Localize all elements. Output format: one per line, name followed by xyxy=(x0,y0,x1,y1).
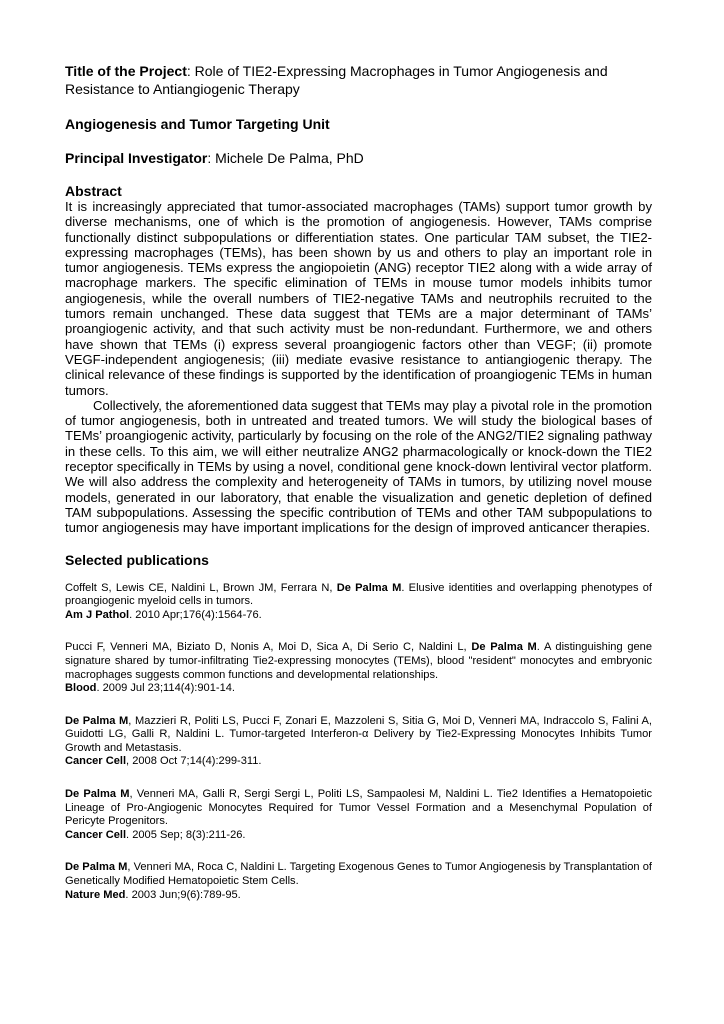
abstract-heading: Abstract xyxy=(65,183,122,199)
highlight-author: De Palma M xyxy=(65,788,130,801)
document-page xyxy=(65,62,652,902)
journal-name: Am J Pathol xyxy=(65,608,130,621)
pi-label: Principal Investigator xyxy=(65,150,208,166)
publication-item xyxy=(65,715,652,769)
citation-details: . 2003 Jun;9(6):789-95. xyxy=(125,888,241,901)
publication-title: . A distinguishing gene signature shared by tumor-infiltrating Tie2-expressing monocytes (TEMs), blood "resident" monocytes and embryonic macrophages suggests common functions and developmental relationships. xyxy=(65,641,652,681)
abstract-paragraph: It is increasingly appreciated that tumor-associated macrophages (TAMs) support tumor growth by diverse mechanisms, one of which is the promotion of angiogenesis. However, TAMs comprise functionally distinct subpopulations or differentiation states. One particular TAM subset, the TIE2-expressing macrophages (TEMs), has been shown by us and others to play an important role in tumor angiogenesis. TEMs express the angiopoietin (ANG) receptor TIE2 along with a wide array of macrophage markers. The specific elimination of TEMs in mouse tumor models inhibits tumor angiogenesis, while the overall numbers of TIE2-negative TAMs and neutrophils recruited to the tumors remain unchanged. These data suggest that TEMs are a major determinant of TAMs’ proangiogenic activity, and that such activity must be non-redundant. Furthermore, we and others have shown that TEMs (i) express several proangiogenic factors other than VEGF; (ii) promote VEGF-independent angiogenesis; (iii) mediate evasive resistance to antiangiogenic therapy. The clinical relevance of these findings is supported by the identification of proangiogenic TEMs in human tumors. xyxy=(65,199,652,398)
abstract-body xyxy=(65,199,652,536)
publication-citation xyxy=(65,609,652,623)
project-title-label: Title of the Project xyxy=(65,63,187,79)
abstract-paragraph: Collectively, the aforementioned data suggest that TEMs may play a pivotal role in the promotion of tumor angiogenesis, both in untreated and treated tumors. We will study the biological bases of TEMs’ proangiogenic activity, particularly by focusing on the role of the ANG2/TIE2 signaling pathway in these cells. To this aim, we will either neutralize ANG2 pharmacologically or knock-down the TIE2 receptor specifically in TEMs by using a novel, conditional gene knock-down lentiviral vector platform. We will also address the complexity and heterogeneity of TAMs in tumors, by utilizing novel mouse models, generated in our laboratory, that enable the visualization and genetic depletion of defined TAM subpopulations. Assessing the specific contribution of TEMs and other TAM subpopulations to tumor angiogenesis may have important implications for the design of improved anticancer therapies. xyxy=(65,397,652,536)
pi-name: : Michele De Palma, PhD xyxy=(207,150,364,166)
journal-name: Nature Med xyxy=(65,888,126,901)
citation-details: . 2009 Jul 23;114(4):901-14. xyxy=(96,682,236,695)
journal-name: Blood xyxy=(65,682,97,695)
unit-heading: Angiogenesis and Tumor Targeting Unit xyxy=(65,116,330,132)
publication-list xyxy=(65,582,652,903)
highlight-author: De Palma M xyxy=(471,641,537,654)
publication-title: , Venneri MA, Roca C, Naldini L. Targeting Exogenous Genes to Tumor Angiogenesis by Transplantation of Genetically Modified Hematopoietic Stem Cells. xyxy=(65,861,652,888)
highlight-author: De Palma M xyxy=(65,861,128,874)
publication-item xyxy=(65,788,652,842)
publication-item xyxy=(65,641,652,695)
publication-title: . Elusive identities and overlapping phenotypes of proangiogenic myeloid cells in tumors. xyxy=(65,581,652,608)
highlight-author: De Palma M xyxy=(336,581,402,594)
publication-item xyxy=(65,861,652,902)
publication-authors: Pucci F, Venneri MA, Biziato D, Nonis A, Moi D, Sica A, Di Serio C, Naldini L, xyxy=(65,641,472,654)
project-title-text: : Role of TIE2-Expressing Macrophages in Tumor Angiogenesis and Resistance to Antiangiogenic Therapy xyxy=(65,63,608,97)
journal-name: Cancer Cell xyxy=(65,755,127,768)
publication-item xyxy=(65,582,652,623)
citation-details: , 2008 Oct 7;14(4):299-311. xyxy=(126,755,262,768)
journal-name: Cancer Cell xyxy=(65,828,127,841)
citation-details: . 2010 Apr;176(4):1564-76. xyxy=(129,608,262,621)
publication-citation xyxy=(65,829,652,843)
publication-title: , Mazzieri R, Politi LS, Pucci F, Zonari E, Mazzoleni S, Sitia G, Moi D, Venneri MA, Indraccolo S, Falini A, Guidotti LG, Galli R, Naldini L. Tumor-targeted Interferon-α Delivery by Tie2-Expressing Monocytes Inhibits Tumor Growth and Metastasis. xyxy=(65,714,653,754)
publication-citation xyxy=(65,889,652,903)
highlight-author: De Palma M xyxy=(65,714,129,727)
publication-citation xyxy=(65,755,652,769)
publication-citation xyxy=(65,682,652,696)
project-title xyxy=(65,62,652,98)
publications-heading: Selected publications xyxy=(65,551,209,568)
publication-authors: Coffelt S, Lewis CE, Naldini L, Brown JM, Ferrara N, xyxy=(65,581,337,594)
publication-title: , Venneri MA, Galli R, Sergi Sergi L, Politi LS, Sampaolesi M, Naldini L. Tie2 Identifies a Hematopoietic Lineage of Pro-Angiogenic Monocytes Required for Tumor Vessel Formation and a Mesenchymal Population of Pericyte Progenitors. xyxy=(65,788,652,828)
citation-details: . 2005 Sep; 8(3):211-26. xyxy=(126,828,246,841)
principal-investigator xyxy=(65,149,652,167)
